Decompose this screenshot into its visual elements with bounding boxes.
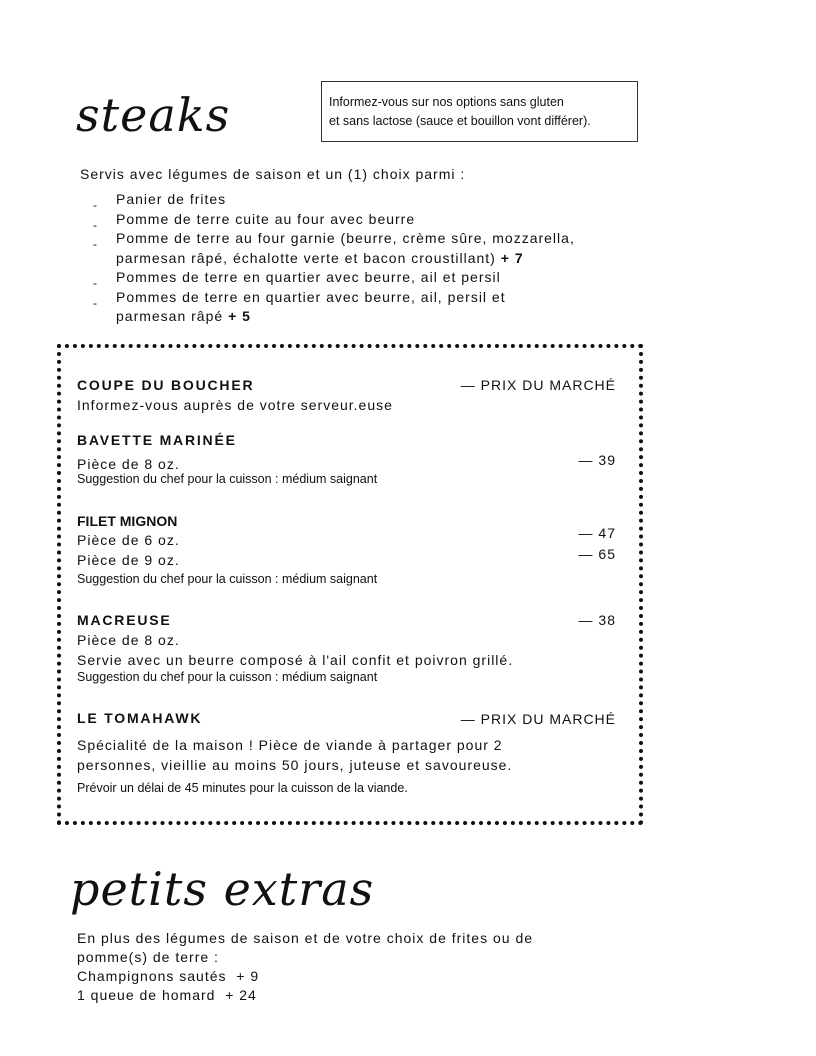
item-tomahawk-desc-line2: personnes, vieillie au moins 50 jours, juteuse et savoureuse. [77, 757, 513, 773]
item-coupe-du-boucher-price: — PRIX DU MARCHÉ [460, 377, 616, 393]
item-filet-mignon-price1: — 47 [578, 525, 616, 541]
extras-line-homard: 1 queue de homard + 24 [77, 987, 257, 1003]
dash-bullet: - [93, 217, 98, 232]
item-macreuse-suggestion: Suggestion du chef pour la cuisson : médium saignant [77, 670, 378, 684]
list-item: - Pomme de terre au four garnie (beurre, crème sûre, mozzarella, parmesan râpé, échalotte verte et bacon croustillant) + 7 [93, 230, 575, 266]
list-item: - Pomme de terre cuite au four avec beurre [80, 210, 680, 230]
option-extra-price: + 5 [228, 308, 251, 324]
extras-intro-line1: En plus des légumes de saison et de votre choix de frites ou de [77, 930, 534, 946]
steaks-title: steaks [76, 88, 231, 142]
item-tomahawk-note: Prévoir un délai de 45 minutes pour la cuisson de la viande. [77, 781, 408, 795]
item-filet-mignon-piece1: Pièce de 6 oz. [77, 532, 180, 548]
item-macreuse-name: MACREUSE [77, 612, 172, 628]
dash-bullet: - [93, 198, 98, 212]
item-tomahawk-desc-line1: Spécialité de la maison ! Pièce de viande à partager pour 2 [77, 737, 503, 753]
item-macreuse-price: — 38 [578, 612, 616, 628]
list-item: - Pommes de terre en quartier avec beurre, ail, persil et parmesan râpé + 5 [93, 288, 506, 324]
item-tomahawk-price: — PRIX DU MARCHÉ [460, 711, 616, 727]
dash-bullet: - [93, 237, 98, 251]
dietary-note-line1: Informez-vous sur nos options sans gluten [329, 95, 564, 109]
item-filet-mignon-suggestion: Suggestion du chef pour la cuisson : médium saignant [77, 572, 378, 586]
dash-bullet: - [93, 295, 98, 310]
item-coupe-du-boucher-name: COUPE DU BOUCHER [77, 377, 255, 393]
item-bavette-price: — 39 [578, 452, 616, 468]
item-tomahawk-name: LE TOMAHAWK [77, 710, 203, 726]
extras-title: petits extras [70, 862, 375, 916]
option-extra-price: + 7 [500, 249, 524, 266]
item-macreuse-piece: Pièce de 8 oz. [77, 632, 180, 648]
extras-intro-line2: pomme(s) de terre : [77, 949, 219, 965]
dietary-note-line2: et sans lactose (sauce et bouillon vont différer). [329, 114, 591, 128]
dash-bullet: - [93, 276, 98, 290]
item-bavette-piece: Pièce de 8 oz. [77, 456, 180, 472]
item-filet-mignon-name: FILET MIGNON [77, 513, 178, 529]
item-bavette-suggestion: Suggestion du chef pour la cuisson : médium saignant [77, 472, 378, 486]
item-coupe-du-boucher-desc: Informez-vous auprès de votre serveur.euse [77, 397, 393, 413]
item-macreuse-desc: Servie avec un beurre composé à l'ail confit et poivron grillé. [77, 652, 514, 668]
list-item: - Pommes de terre en quartier avec beurre, ail et persil [80, 268, 680, 288]
extras-line-champignons: Champignons sautés + 9 [77, 968, 260, 984]
dietary-note-box [321, 81, 638, 142]
item-filet-mignon-price2: — 65 [578, 546, 616, 562]
item-bavette-name: BAVETTE MARINÉE [77, 432, 237, 448]
steaks-intro: Servis avec légumes de saison et un (1) choix parmi : [80, 166, 466, 182]
side-options-list [80, 190, 680, 327]
list-item: - Panier de frites [80, 190, 680, 210]
item-filet-mignon-piece2: Pièce de 9 oz. [77, 552, 180, 568]
